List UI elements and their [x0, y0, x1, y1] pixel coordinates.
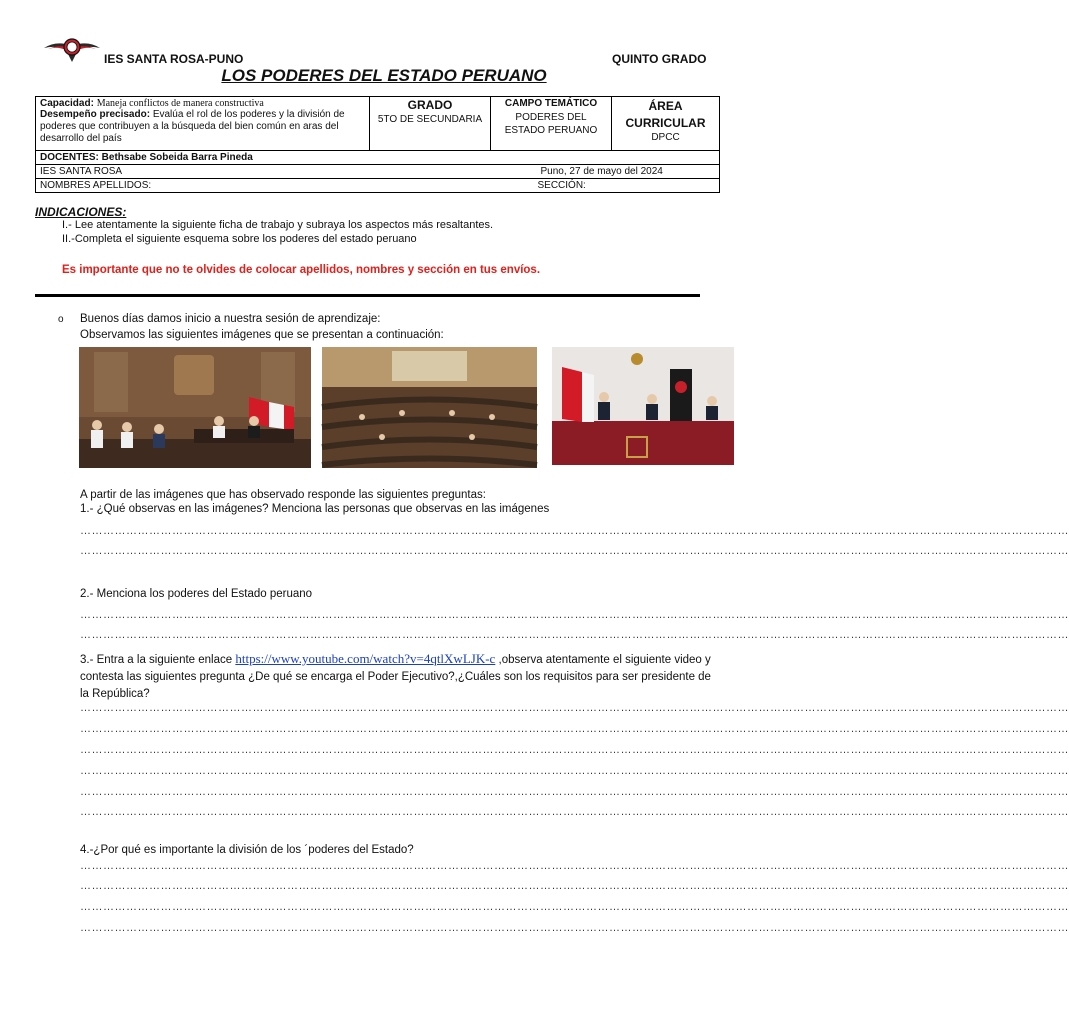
answer-line[interactable]: ……………………………………………………………………………………………………………………………………………………………………………………………………………………………………	[80, 806, 1069, 818]
docentes-row: DOCENTES: Bethsabe Sobeida Barra Pineda	[36, 151, 720, 165]
answer-line[interactable]: ……………………………………………………………………………………………………………………………………………………………………………………………………………………………………	[80, 880, 1069, 892]
answer-line[interactable]: ……………………………………………………………………………………………………………………………………………………………………………………………………………………………………	[80, 922, 1069, 934]
intro-line-2: Observamos las siguientes imágenes que se presentan a continuación:	[80, 329, 444, 341]
page-title: LOS PODERES DEL ESTADO PERUANO	[221, 66, 547, 85]
answer-line[interactable]: ……………………………………………………………………………………………………………………………………………………………………………………………………………………………………	[80, 629, 1069, 641]
names-row: NOMBRES APELLIDOS: SECCIÓN:	[36, 179, 720, 193]
question-4: 4.-¿Por qué es importante la división de los ´poderes del Estado?	[80, 844, 414, 856]
question-2: 2.- Menciona los poderes del Estado peruano	[80, 588, 313, 600]
area-cell: ÁREA CURRICULAR DPCC	[612, 97, 720, 151]
answer-line[interactable]: ……………………………………………………………………………………………………………………………………………………………………………………………………………………………………	[80, 609, 1069, 621]
answer-line[interactable]: ……………………………………………………………………………………………………………………………………………………………………………………………………………………………………	[80, 744, 1069, 756]
answer-line[interactable]: ……………………………………………………………………………………………………………………………………………………………………………………………………………………………………	[80, 702, 1069, 714]
answer-line[interactable]: ……………………………………………………………………………………………………………………………………………………………………………………………………………………………………	[80, 786, 1069, 798]
answer-line[interactable]: ……………………………………………………………………………………………………………………………………………………………………………………………………………………………………	[80, 765, 1069, 777]
grado-cell: GRADO 5TO DE SECUNDARIA	[370, 97, 491, 151]
question-1: 1.- ¿Qué observas en las imágenes? Menciona las personas que observas en las imágenes	[80, 503, 550, 515]
section-label: SECCIÓN:	[537, 180, 586, 191]
bullet-icon: o	[58, 314, 64, 325]
answer-line[interactable]: ……………………………………………………………………………………………………………………………………………………………………………………………………………………………………	[80, 545, 1069, 557]
video-link[interactable]: https://www.youtube.com/watch?v=4qtlXwLJK-c	[235, 651, 496, 666]
school-logo-icon	[42, 36, 102, 64]
photo-executive	[79, 347, 311, 468]
school-name: IES SANTA ROSA-PUNO	[104, 52, 244, 66]
instruction-2: II.-Completa el siguiente esquema sobre los poderes del estado peruano	[62, 233, 417, 245]
institution-row: IES SANTA ROSA Puno, 27 de mayo del 2024	[36, 165, 720, 179]
answer-line[interactable]: ……………………………………………………………………………………………………………………………………………………………………………………………………………………………………	[80, 901, 1069, 913]
date: Puno, 27 de mayo del 2024	[540, 166, 663, 177]
answer-line[interactable]: ……………………………………………………………………………………………………………………………………………………………………………………………………………………………………	[80, 525, 1069, 537]
answer-line[interactable]: ……………………………………………………………………………………………………………………………………………………………………………………………………………………………………	[80, 723, 1069, 735]
campo-cell: CAMPO TEMÁTICO PODERES DEL ESTADO PERUANO	[491, 97, 612, 151]
photo-congress	[322, 347, 537, 468]
info-table	[35, 96, 720, 193]
capacidad-cell: Capacidad: Maneja conflictos de manera constructiva Desempeño precisado: Evalúa el rol de los poderes y la división de poderes que contribuyen a la búsqueda del bien común en aras del desarrollo del país	[36, 97, 370, 151]
question-3: 3.- Entra a la siguiente enlace https://www.youtube.com/watch?v=4qtlXwLJK-c ,observa atentamente el siguiente video y contesta las siguientes pregunta ¿De qué se encarga el Poder Ejecutivo?,¿Cuáles son los requisitos para ser presidente de la República?	[80, 651, 711, 700]
instructions-title: INDICACIONES:	[35, 205, 127, 219]
instruction-1: I.- Lee atentamente la siguiente ficha de trabajo y subraya los aspectos más resaltantes.	[62, 219, 494, 231]
divider	[35, 294, 700, 297]
answer-line[interactable]: ……………………………………………………………………………………………………………………………………………………………………………………………………………………………………	[80, 860, 1069, 872]
warning-text: Es importante que no te olvides de colocar apellidos, nombres y sección en tus envíos.	[62, 264, 541, 276]
questions-lead: A partir de las imágenes que has observado responde las siguientes preguntas:	[80, 489, 486, 501]
grade-label: QUINTO GRADO	[612, 52, 707, 66]
photo-judiciary	[552, 347, 734, 465]
intro-line-1: Buenos días damos inicio a nuestra sesión de aprendizaje:	[80, 313, 381, 325]
